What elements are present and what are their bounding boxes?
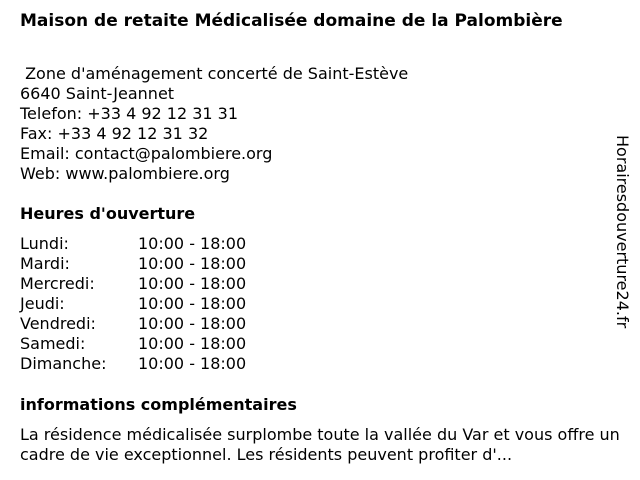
watermark-text: Horairesdouverture24.fr	[613, 135, 632, 329]
time-value: 10:00 - 18:00	[138, 354, 247, 373]
time-value: 10:00 - 18:00	[138, 234, 247, 253]
time-value: 10:00 - 18:00	[138, 334, 247, 353]
info-description: La résidence médicalisée surplombe toute la vallée du Var et vous offre un cadre de vie exceptionnel. Les résidents peuvent profiter d'...	[20, 425, 620, 464]
info-heading: informations complémentaires	[20, 395, 297, 414]
time-value: 10:00 - 18:00	[138, 294, 247, 313]
day-label: Samedi:	[20, 334, 86, 353]
hours-row-monday	[20, 234, 246, 254]
day-label: Jeudi:	[20, 294, 65, 313]
hours-row-thursday	[20, 294, 246, 314]
day-label: Mercredi:	[20, 274, 95, 293]
hours-row-tuesday	[20, 254, 246, 274]
address-line-2: 6640 Saint-Jeannet	[20, 84, 175, 103]
hours-row-wednesday	[20, 274, 246, 294]
hours-heading: Heures d'ouverture	[20, 204, 196, 223]
phone-line[interactable]: Telefon: +33 4 92 12 31 31	[20, 104, 239, 123]
hours-row-sunday	[20, 354, 246, 374]
day-label: Dimanche:	[20, 354, 107, 373]
email-line[interactable]: Email: contact@palombiere.org	[20, 144, 273, 163]
hours-table	[20, 234, 246, 374]
address-line-1: Zone d'aménagement concerté de Saint-Estève	[20, 64, 409, 83]
time-value: 10:00 - 18:00	[138, 274, 247, 293]
day-label: Mardi:	[20, 254, 70, 273]
hours-row-friday	[20, 314, 246, 334]
day-label: Lundi:	[20, 234, 69, 253]
page-title: Maison de retaite Médicalisée domaine de la Palombière	[20, 11, 563, 31]
web-line[interactable]: Web: www.palombiere.org	[20, 164, 230, 183]
contact-block	[20, 64, 408, 184]
fax-line: Fax: +33 4 92 12 31 32	[20, 124, 209, 143]
time-value: 10:00 - 18:00	[138, 314, 247, 333]
hours-row-saturday	[20, 334, 246, 354]
time-value: 10:00 - 18:00	[138, 254, 247, 273]
day-label: Vendredi:	[20, 314, 96, 333]
